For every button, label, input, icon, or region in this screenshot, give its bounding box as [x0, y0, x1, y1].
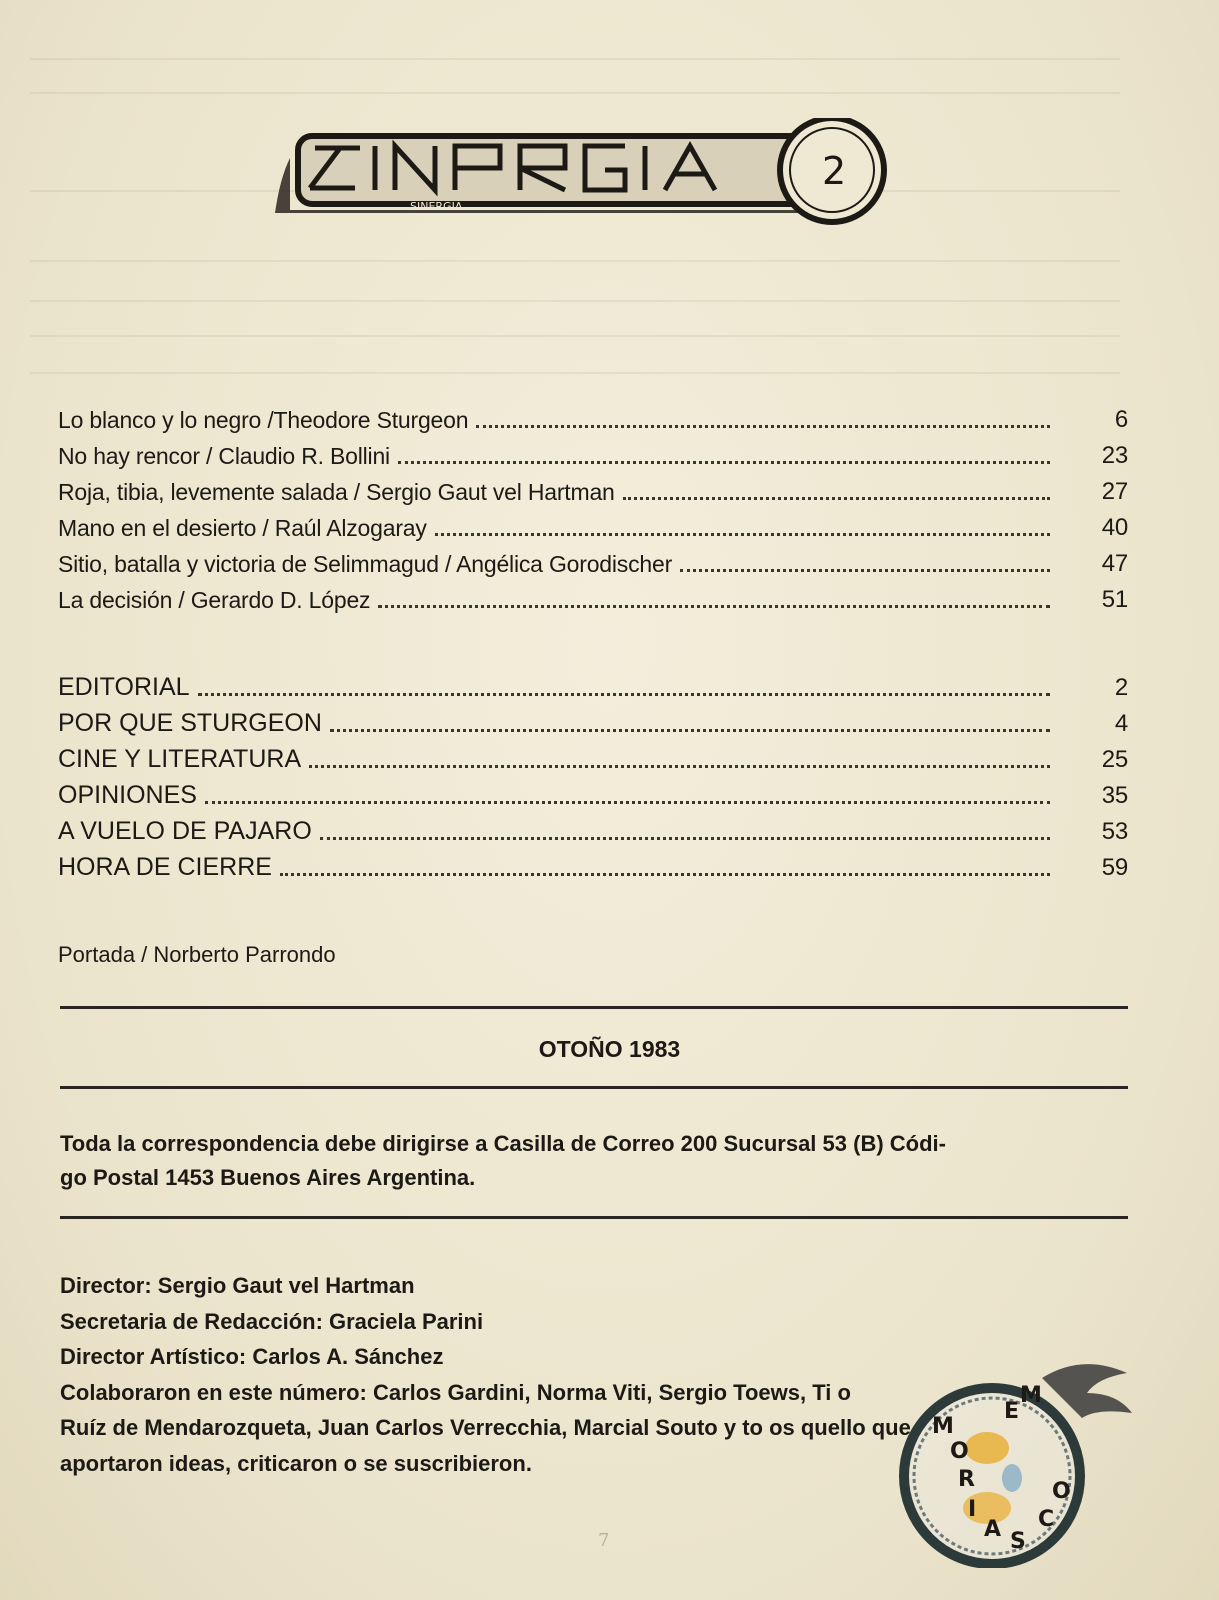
toc-section-row: [58, 704, 1128, 738]
cover-credit: Portada / Norberto Parrondo: [58, 942, 336, 967]
divider: [60, 1216, 1128, 1219]
correspondence-line: Toda la correspondencia debe dirigirse a Casilla de Correo 200 Sucursal 53 (B) Códi-: [60, 1131, 946, 1156]
toc-story-page: 47: [1101, 550, 1128, 577]
toc-story-title: No hay rencor / Claudio R. Bollini: [58, 443, 390, 469]
toc-story-row: [58, 400, 1128, 434]
toc-section-title: OPINIONES: [58, 781, 197, 809]
toc-story-page: 23: [1101, 442, 1128, 469]
bleed-through-line: [30, 335, 1120, 337]
toc-story-row: [58, 580, 1128, 614]
toc-story-row: [58, 472, 1128, 506]
leader-dots: [398, 461, 1050, 464]
toc-story-row: [58, 436, 1128, 470]
leader-dots: [330, 729, 1050, 732]
leader-dots: [280, 873, 1050, 876]
toc-story-page: 6: [1114, 406, 1128, 433]
svg-text:O: O: [950, 1439, 969, 1464]
correspondence-line: go Postal 1453 Buenos Aires Argentina.: [60, 1165, 476, 1190]
svg-text:S: S: [1010, 1529, 1026, 1554]
svg-text:A: A: [984, 1517, 1002, 1542]
toc-story-row: [58, 544, 1128, 578]
bleed-through-line: [30, 300, 1120, 302]
svg-text:E: E: [1004, 1399, 1020, 1424]
svg-text:M: M: [1020, 1383, 1042, 1408]
toc-section-page: 2: [1114, 674, 1128, 701]
svg-text:O: O: [1052, 1479, 1071, 1504]
toc-story-page: 51: [1101, 586, 1128, 613]
collaborators-line: Colaboraron en este número: Carlos Gardini, Norma Viti, Sergio Toews, Ti o: [60, 1379, 851, 1405]
bleed-page-number: 7: [598, 1530, 610, 1551]
toc-story-row: [58, 508, 1128, 542]
toc-section-title: A VUELO DE PAJARO: [58, 817, 312, 845]
leader-dots: [320, 837, 1050, 840]
toc-story-page: 40: [1101, 514, 1128, 541]
toc-section-row: [58, 848, 1128, 882]
leader-dots: [309, 765, 1050, 768]
toc-section-page: 59: [1101, 854, 1128, 881]
toc-section-row: [58, 740, 1128, 774]
toc-story-title: Roja, tibia, levemente salada / Sergio Gaut vel Hartman: [58, 479, 615, 505]
toc-story-title: La decisión / Gerardo D. López: [58, 587, 371, 613]
toc-story-title: Sitio, batalla y victoria de Selimmagud / Angélica Gorodischer: [58, 551, 673, 577]
leader-dots: [680, 569, 1050, 572]
toc-section-page: 4: [1114, 710, 1128, 737]
collaborators-line: aportaron ideas, criticaron o se suscribieron.: [60, 1450, 532, 1476]
toc-section-title: HORA DE CIERRE: [58, 853, 272, 881]
issue-number: 2: [822, 149, 847, 193]
toc-section-row: [58, 812, 1128, 846]
svg-text:I: I: [968, 1497, 977, 1522]
svg-text:R: R: [958, 1467, 975, 1492]
bleed-through-line: [30, 372, 1120, 374]
toc-section-row: [58, 668, 1128, 702]
issue-season: OTOÑO 1983: [538, 1036, 681, 1062]
svg-text:C: C: [1038, 1507, 1055, 1532]
leader-dots: [435, 533, 1050, 536]
divider: [60, 1006, 1128, 1009]
svg-text:M: M: [932, 1414, 954, 1439]
toc-section-title: POR QUE STURGEON: [58, 709, 322, 737]
divider: [60, 1086, 1128, 1089]
bleed-through-line: [30, 260, 1120, 262]
logo-text: SINERGIA: [410, 200, 463, 213]
toc-section-row: [58, 776, 1128, 810]
magazine-logo: [270, 118, 910, 228]
toc-story-page: 27: [1101, 478, 1128, 505]
leader-dots: [476, 425, 1050, 428]
bleed-through-line: [30, 58, 1120, 60]
toc-story-title: Lo blanco y lo negro /Theodore Sturgeon: [58, 407, 469, 433]
secretary-credit: Secretaria de Redacción: Graciela Parini: [60, 1308, 484, 1334]
ouroboros-stamp: [892, 1358, 1132, 1568]
toc-story-title: Mano en el desierto / Raúl Alzogaray: [58, 515, 427, 541]
leader-dots: [623, 497, 1050, 500]
toc-section-title: EDITORIAL: [58, 673, 190, 701]
toc-section-title: CINE Y LITERATURA: [58, 745, 302, 773]
art-director-credit: Director Artístico: Carlos A. Sánchez: [60, 1344, 444, 1369]
toc-section-page: 35: [1101, 782, 1128, 809]
toc-section-page: 53: [1101, 818, 1128, 845]
leader-dots: [205, 801, 1050, 804]
leader-dots: [378, 605, 1050, 608]
toc-section-page: 25: [1101, 746, 1128, 773]
correspondence-note: [60, 1127, 1130, 1195]
leader-dots: [198, 693, 1050, 696]
bleed-through-line: [30, 92, 1120, 94]
collaborators-line: Ruíz de Mendarozqueta, Juan Carlos Verrecchia, Marcial Souto y to os quello que: [60, 1415, 911, 1440]
director-credit: Director: Sergio Gaut vel Hartman: [60, 1273, 415, 1298]
